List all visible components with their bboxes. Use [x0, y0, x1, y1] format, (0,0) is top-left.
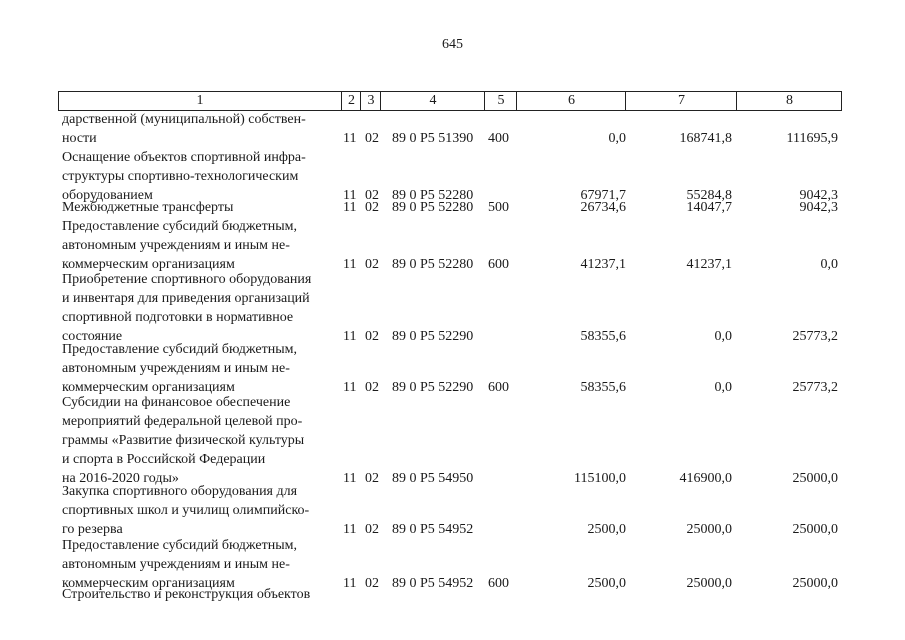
subsection-code: 02 — [365, 257, 379, 272]
description-line: Приобретение спортивного оборудования — [62, 272, 312, 287]
header-col-2: 2 — [341, 92, 361, 110]
description-line: коммерческим организациям — [62, 576, 235, 591]
description-line: состояние — [62, 329, 123, 344]
amount-col-7: 0,0 — [714, 380, 732, 395]
header-col-1: 1 — [196, 93, 204, 108]
row-description — [62, 110, 334, 148]
expense-type-code: 400 — [488, 131, 509, 146]
target-article-code: 89 0 P5 52280 — [392, 257, 474, 272]
amount-col-6: 58355,6 — [580, 329, 626, 344]
row-description — [62, 585, 334, 604]
row-description — [62, 482, 334, 539]
amount-col-6: 26734,6 — [580, 200, 626, 215]
row-description — [62, 393, 334, 488]
header-col-5: 5 — [484, 92, 517, 110]
target-article-code: 89 0 P5 52280 — [392, 188, 474, 203]
subsection-code: 02 — [365, 576, 379, 591]
description-line: Оснащение объектов спортивной инфра- — [62, 150, 306, 165]
amount-col-6: 115100,0 — [574, 471, 626, 486]
expense-type-code: 600 — [488, 257, 509, 272]
subsection-code: 02 — [365, 200, 379, 215]
amount-col-6: 0,0 — [608, 131, 626, 146]
amount-col-8: 9042,3 — [799, 200, 838, 215]
amount-col-7: 55284,8 — [686, 188, 732, 203]
target-article-code: 89 0 P5 51390 — [392, 131, 474, 146]
expense-type-code: 500 — [488, 200, 509, 215]
amount-col-8: 25000,0 — [792, 522, 838, 537]
description-line: граммы «Развитие физической культуры — [62, 433, 305, 448]
amount-col-6: 41237,1 — [580, 257, 626, 272]
description-line: автономным учреждениям и иным не- — [62, 238, 290, 253]
amount-col-8: 111695,9 — [786, 131, 838, 146]
row-description — [62, 148, 334, 205]
section-code: 11 — [343, 200, 357, 215]
description-line: Субсидии на финансовое обеспечение — [62, 395, 291, 410]
description-line: Закупка спортивного оборудования для — [62, 484, 298, 499]
amount-col-7: 0,0 — [714, 329, 732, 344]
subsection-code: 02 — [365, 522, 379, 537]
subsection-code: 02 — [365, 329, 379, 344]
amount-col-7: 41237,1 — [686, 257, 732, 272]
row-description — [62, 217, 334, 274]
description-line: мероприятий федеральной целевой про- — [62, 414, 303, 429]
description-line: на 2016-2020 годы» — [62, 471, 179, 486]
amount-col-8: 25000,0 — [792, 471, 838, 486]
description-line: спортивной подготовки в нормативное — [62, 310, 294, 325]
description-line: дарственной (муниципальной) собствен- — [62, 112, 306, 127]
description-line: го резерва — [62, 522, 123, 537]
row-description — [62, 198, 334, 217]
target-article-code: 89 0 P5 52290 — [392, 380, 474, 395]
description-line: Межбюджетные трансферты — [62, 200, 234, 215]
target-article-code: 89 0 P5 54952 — [392, 522, 474, 537]
target-article-code: 89 0 P5 52290 — [392, 329, 474, 344]
subsection-code: 02 — [365, 188, 379, 203]
amount-col-7: 14047,7 — [686, 200, 732, 215]
amount-col-7: 25000,0 — [686, 522, 732, 537]
header-col-6: 6 — [516, 92, 626, 110]
table-header — [58, 91, 842, 111]
subsection-code: 02 — [365, 471, 379, 486]
expense-type-code: 600 — [488, 576, 509, 591]
description-line: и спорта в Российской Федерации — [62, 452, 266, 467]
row-description — [62, 340, 334, 397]
section-code: 11 — [343, 188, 357, 203]
description-line: Предоставление субсидий бюджетным, — [62, 219, 298, 234]
description-line: автономным учреждениям и иным не- — [62, 557, 290, 572]
page-number: 645 — [442, 37, 463, 52]
description-line: спортивных школ и училищ олимпийско- — [62, 503, 310, 518]
amount-col-6: 67971,7 — [580, 188, 626, 203]
section-code: 11 — [343, 257, 357, 272]
section-code: 11 — [343, 329, 357, 344]
amount-col-6: 2500,0 — [587, 522, 626, 537]
target-article-code: 89 0 P5 54952 — [392, 576, 474, 591]
section-code: 11 — [343, 522, 357, 537]
expense-type-code: 600 — [488, 380, 509, 395]
subsection-code: 02 — [365, 380, 379, 395]
section-code: 11 — [343, 471, 357, 486]
description-line: коммерческим организациям — [62, 380, 235, 395]
description-line: Строительство и реконструкция объектов — [62, 587, 311, 602]
description-line: ности — [62, 131, 97, 146]
section-code: 11 — [343, 380, 357, 395]
amount-col-7: 25000,0 — [686, 576, 732, 591]
description-line: структуры спортивно-технологическим — [62, 169, 299, 184]
amount-col-6: 2500,0 — [587, 576, 626, 591]
section-code: 11 — [343, 576, 357, 591]
amount-col-7: 168741,8 — [679, 131, 732, 146]
target-article-code: 89 0 P5 52280 — [392, 200, 474, 215]
amount-col-6: 58355,6 — [580, 380, 626, 395]
target-article-code: 89 0 P5 54950 — [392, 471, 474, 486]
section-code: 11 — [343, 131, 357, 146]
description-line: Предоставление субсидий бюджетным, — [62, 342, 298, 357]
amount-col-8: 25773,2 — [792, 380, 838, 395]
row-description — [62, 270, 334, 346]
header-col-3: 3 — [360, 92, 381, 110]
amount-col-8: 0,0 — [820, 257, 838, 272]
amount-col-8: 25773,2 — [792, 329, 838, 344]
description-line: автономным учреждениям и иным не- — [62, 361, 290, 376]
header-col-4: 4 — [380, 92, 485, 110]
header-col-8: 8 — [736, 92, 842, 110]
description-line: оборудованием — [62, 188, 153, 203]
description-line: и инвентаря для приведения организаций — [62, 291, 310, 306]
header-col-7: 7 — [625, 92, 737, 110]
amount-col-7: 416900,0 — [679, 471, 732, 486]
description-line: Предоставление субсидий бюджетным, — [62, 538, 298, 553]
amount-col-8: 9042,3 — [799, 188, 838, 203]
amount-col-8: 25000,0 — [792, 576, 838, 591]
description-line: коммерческим организациям — [62, 257, 235, 272]
subsection-code: 02 — [365, 131, 379, 146]
